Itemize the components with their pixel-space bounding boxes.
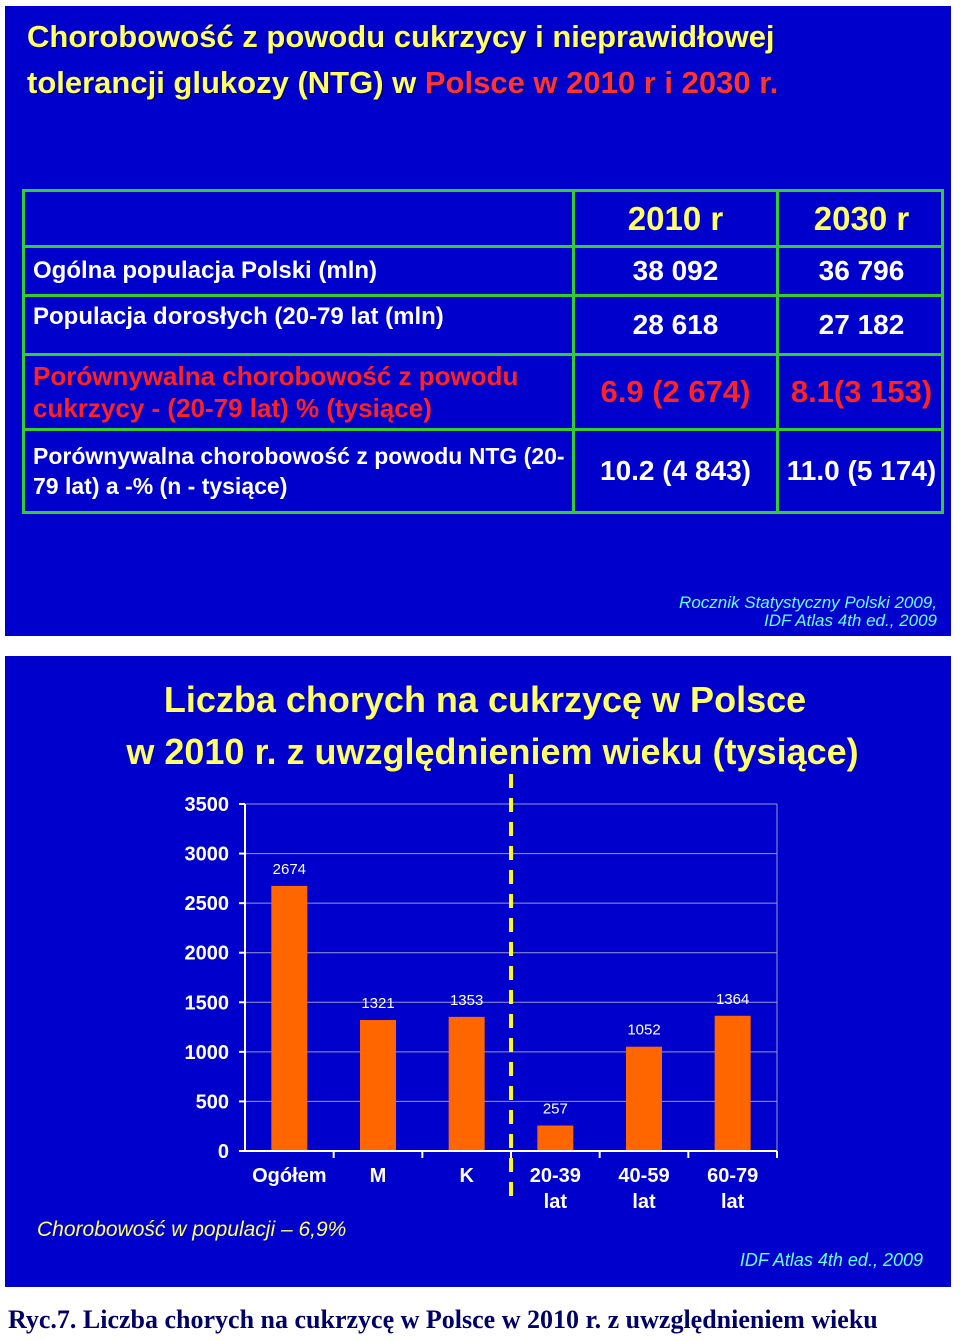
title-line-2-highlight: Polsce w 2010 r i 2030 r. [424,65,779,100]
row-value-2010: 6.9 (2 674) [600,374,751,409]
row-value-2030: 36 796 [818,255,905,286]
x-tick-labels [252,1151,777,1213]
bar [271,886,307,1151]
source-line-1: Rocznik Statystyczny Polski 2009, [679,593,937,612]
title-line-2-prefix: tolerancji glukozy (NTG) w [27,65,425,100]
chart-title-line-1: Liczba chorych na cukrzycę w Polsce [163,679,807,720]
title-line-1: Chorobowość z powodu cukrzycy i nieprawidłowej [27,19,775,54]
y-tick-label: 3500 [184,794,229,816]
y-tick-label: 0 [217,1141,229,1163]
prevalence-slide [5,6,951,636]
bar-chart [5,656,951,1287]
bar [449,1017,485,1151]
y-tick-label: 2500 [184,893,229,916]
row-value-2010: 10.2 (4 843) [600,455,751,486]
bar-value-label: 1321 [361,995,395,1013]
row-value-2030: 8.1(3 153) [790,374,933,409]
row-value-2010: 38 092 [632,255,719,286]
y-tick-labels [185,794,246,1163]
chart-title-line-2: w 2010 r. z uwzględnieniem wieku (tysiące) [126,731,859,772]
bar-value-label: 1052 [627,1021,661,1039]
x-tick-label: 40-59 [618,1165,670,1187]
age-chart-slide [5,656,951,1287]
x-tick-label: Ogółem [252,1165,327,1187]
x-tick-label: M [369,1165,387,1187]
x-tick-label: 60-79 [707,1165,759,1187]
row-label-diabetes: Porównywalna chorobowość z powodu cukrzycy - (20-79 lat) % (tysiące) [33,361,519,423]
prevalence-slide-title [27,14,937,106]
row-label-ntg: Porównywalna chorobowość z powodu NTG (20-79 lat) a -% (n - tysiące) [33,443,565,499]
bar [360,1020,396,1151]
header-2010: 2010 r [627,199,724,237]
figure-caption: Ryc.7. Liczba chorych na cukrzycę w Polsce w 2010 r. z uwzględnieniem wieku [8,1305,878,1334]
x-tick-label: K [459,1165,474,1187]
prevalence-note: Chorobowość w populacji – 6,9% [37,1218,347,1241]
y-tick-label: 3000 [184,843,229,866]
row-label-adults: Populacja dorosłych (20-79 lat (mln) [33,303,444,330]
x-tick-label: 20-39 [529,1165,581,1187]
row-value-2030: 11.0 (5 174) [786,455,937,486]
row-value-2010: 28 618 [632,309,719,340]
top-source [679,594,937,630]
bar [626,1047,662,1151]
bar-value-label: 1353 [449,991,484,1009]
row-label-population: Ogólna populacja Polski (mln) [33,257,378,284]
prevalence-table [22,189,944,514]
x-tick-label: lat [543,1191,568,1213]
chart-source: IDF Atlas 4th ed., 2009 [739,1250,923,1270]
bar-value-label: 2674 [272,860,307,878]
source-line-2: IDF Atlas 4th ed., 2009 [764,611,937,630]
y-tick-label: 1500 [184,992,229,1015]
y-tick-label: 2000 [184,942,229,965]
bar-value-label: 1364 [715,990,750,1008]
row-value-2030: 27 182 [818,309,905,340]
y-tick-label: 1000 [184,1041,229,1064]
title-line-2 [27,60,937,106]
x-tick-label: lat [632,1191,656,1213]
bar [715,1016,751,1151]
bar [537,1126,573,1151]
y-tick-label: 500 [195,1091,229,1114]
header-2030: 2030 r [813,199,910,237]
x-tick-label: lat [720,1191,745,1213]
bar-value-label: 257 [542,1100,568,1118]
